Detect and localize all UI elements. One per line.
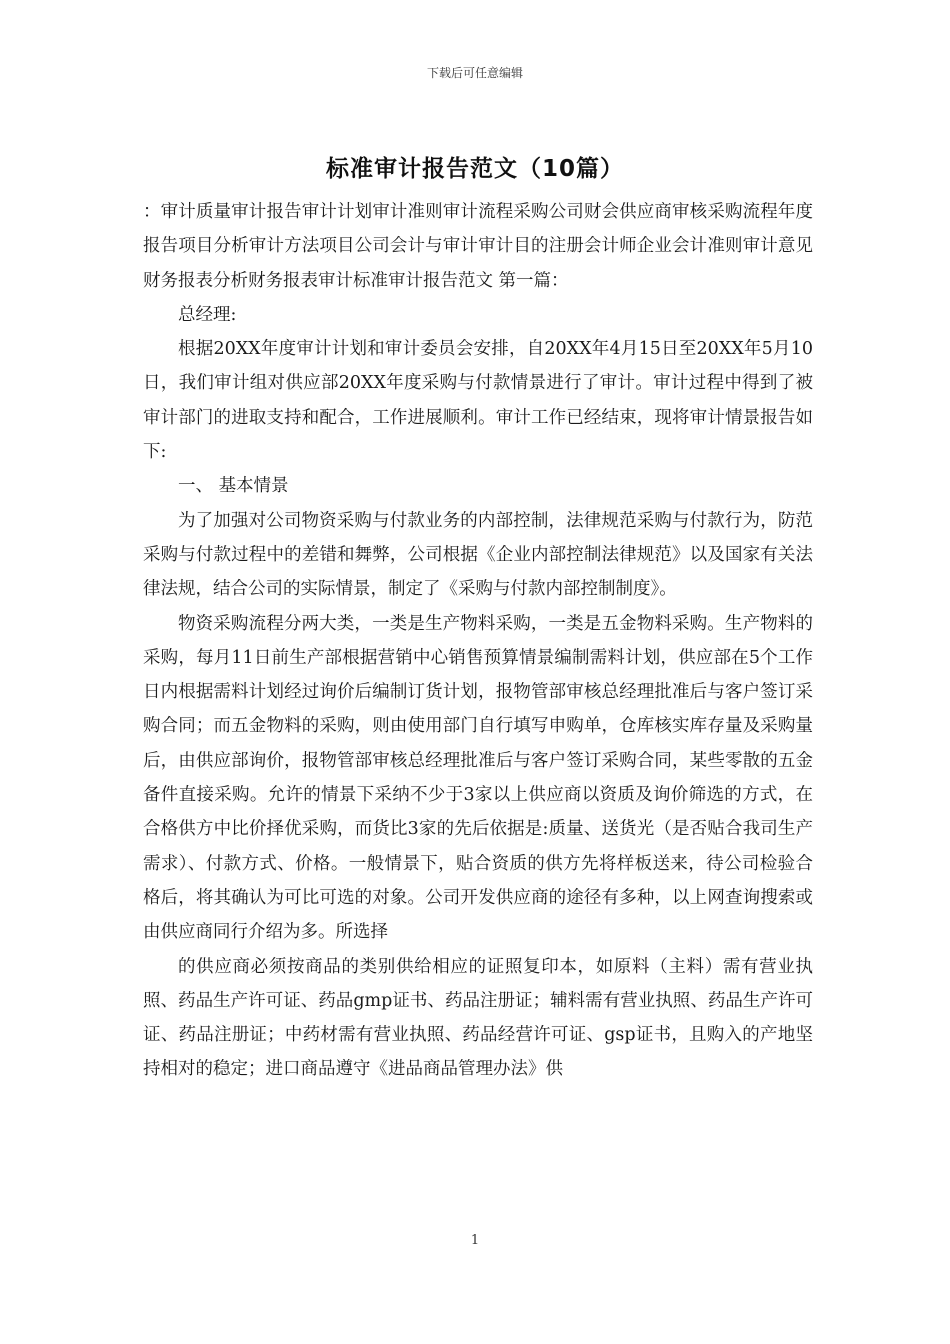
section-heading: 一、 基本情景 [178,476,289,497]
intro-paragraph: 根据20XX年度审计计划和审计委员会安排，自20XX年4月15日至20XX年5月10日，我们审计组对供应部20XX年度采购与付款情景进行了审计。审计过程中得到了被审计部门的进取支持和配合，工作进展顺利。审计工作已经结束，现将审计情景报告如下: [143,339,813,463]
document-body [143,195,813,1087]
body-paragraph: 物资采购流程分两大类，一类是生产物料采购，一类是五金物料采购。生产物料的采购，每月11日前生产部根据营销中心销售预算情景编制需料计划，供应部在5个工作日内根据需料计划经过询价后编制订货计划，报物管部审核总经理批准后与客户签订采购合同；而五金物料的采购，则由使用部门自行填写申购单，仓库核实库存量及采购量后，由供应部询价，报物管部审核总经理批准后与客户签订采购合同，某些零散的五金备件直接采购。允许的情景下采纳不少于3家以上供应商以资质及询价筛选的方式，在合格供方中比价择优采购，而货比3家的先后依据是:质量、送货光（是否贴合我司生产需求）、付款方式、价格。一般情景下，贴合资质的供方先将样板送来，待公司检验合格后，将其确认为可比可选的对象。公司开发供应商的途径有多种，以上网查询搜索或由供应商同行介绍为多。所选择 [143,613,813,943]
body-paragraph: 的供应商必须按商品的类别供给相应的证照复印本，如原料（主料）需有营业执照、药品生产许可证、药品gmp证书、药品注册证；辅料需有营业执照、药品生产许可证、药品注册证；中药材需有营业执照、药品经营许可证、gsp证书，且购入的产地坚持相对的稳定；进口商品遵守《进品商品管理办法》供 [143,956,813,1080]
salutation: 总经理: [178,304,237,325]
keywords-paragraph: ：审计质量审计报告审计计划审计准则审计流程采购公司财会供应商审核采购流程年度报告项目分析审计方法项目公司会计与审计审计目的注册会计师企业会计准则审计意见财务报表分析财务报表审计标准审计报告范文 第一篇： [143,202,813,291]
header-note: 下载后可任意编辑 [426,66,523,80]
body-paragraph: 为了加强对公司物资采购与付款业务的内部控制，法律规范采购与付款行为，防范采购与付款过程中的差错和舞弊，公司根据《企业内部控制法律规范》以及国家有关法律法规，结合公司的实际情景，制定了《采购与付款内部控制制度》。 [143,510,813,600]
page-number: 1 [470,1233,480,1248]
document-title: 标准审计报告范文（10篇） [325,156,624,182]
